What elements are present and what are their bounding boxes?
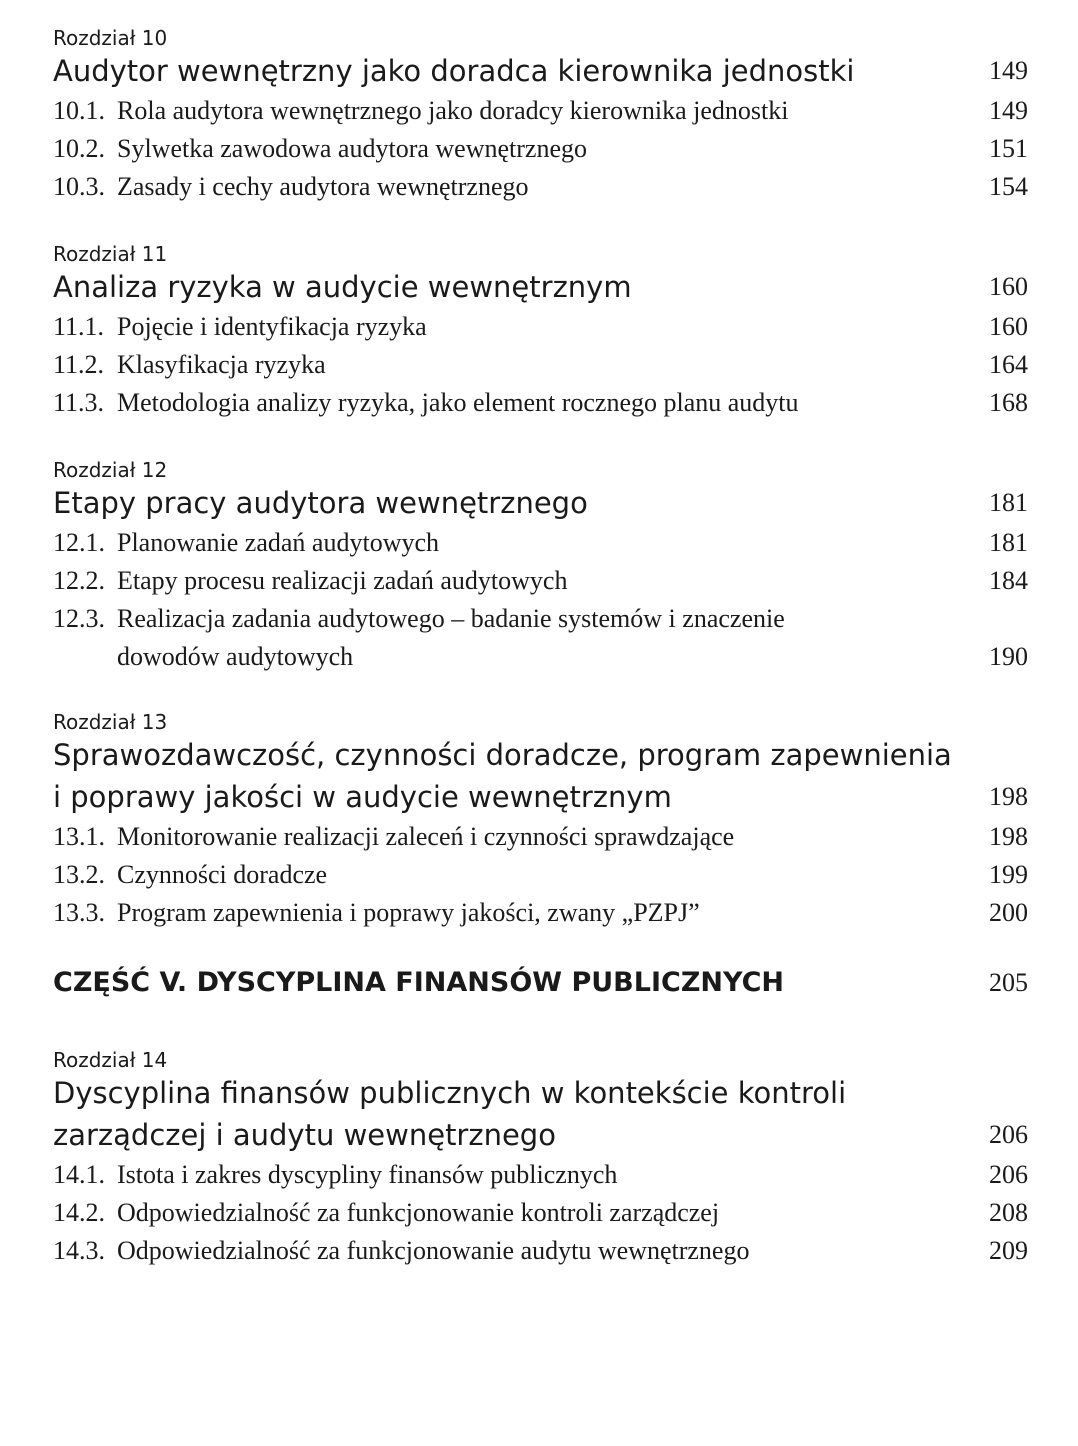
section-title-line2-row [117, 638, 1028, 676]
section-page: 198 [989, 822, 1028, 851]
section-page: 160 [989, 312, 1028, 341]
section-number: 13.2. [53, 860, 105, 889]
section-page: 168 [989, 388, 1028, 417]
section-number: 11.2. [53, 350, 105, 379]
section-title: Monitorowanie realizacji zaleceń i czynności sprawdzające [117, 822, 735, 851]
section-entry [53, 600, 1028, 676]
chapter-title [53, 266, 1028, 308]
chapter-title-text: Audytor wewnętrzny jako doradca kierownika jednostki [53, 54, 855, 88]
section-number: 11.3. [53, 388, 105, 417]
section-number: 14.2. [53, 1198, 105, 1227]
section-page: 184 [989, 566, 1028, 595]
chapter-label: Rozdział 13 [53, 710, 168, 734]
chapter-title-line2: zarządczej i audytu wewnętrznego [53, 1118, 556, 1152]
section-title: Rola audytora wewnętrznego jako doradcy kierownika jednostki [117, 96, 789, 125]
section-page: 154 [989, 172, 1028, 201]
chapter-title-line2: i poprawy jakości w audycie wewnętrznym [53, 780, 672, 814]
section-title: Istota i zakres dyscypliny finansów publicznych [117, 1160, 618, 1189]
section-entry [53, 308, 1028, 346]
section-page: 164 [989, 350, 1028, 379]
section-entry [53, 130, 1028, 168]
section-number: 13.1. [53, 822, 105, 851]
section-entry [53, 168, 1028, 206]
section-number: 12.1. [53, 528, 105, 557]
section-page: 200 [989, 898, 1028, 927]
section-number: 14.1. [53, 1160, 105, 1189]
chapter-13 [53, 706, 1028, 932]
section-number: 12.3. [53, 604, 105, 633]
chapter-title-line1: Sprawozdawczość, czynności doradcze, program zapewnienia [53, 738, 952, 772]
part-page: 205 [989, 968, 1028, 997]
section-entry [53, 384, 1028, 422]
part-title: CZĘŚĆ V. DYSCYPLINA FINANSÓW PUBLICZNYCH [53, 967, 785, 998]
chapter-title-text: Analiza ryzyka w audycie wewnętrznym [53, 270, 632, 304]
section-title: Zasady i cechy audytora wewnętrznego [117, 172, 529, 201]
chapter-page: 149 [989, 56, 1028, 85]
section-title: Pojęcie i identyfikacja ryzyka [117, 312, 427, 341]
section-entry [53, 1194, 1028, 1232]
section-number: 12.2. [53, 566, 105, 595]
chapter-label: Rozdział 10 [53, 26, 168, 50]
chapter-page: 206 [989, 1120, 1028, 1149]
section-title: Metodologia analizy ryzyka, jako element rocznego planu audytu [117, 388, 799, 417]
section-title: Planowanie zadań audytowych [117, 528, 440, 557]
chapter-14 [53, 1044, 1028, 1270]
section-number: 14.3. [53, 1236, 105, 1265]
section-entry [53, 92, 1028, 130]
section-number: 11.1. [53, 312, 105, 341]
chapter-title [53, 1114, 1028, 1156]
section-entry [53, 818, 1028, 856]
section-entry [53, 1232, 1028, 1270]
section-entry [53, 524, 1028, 562]
section-entry [53, 894, 1028, 932]
section-title: Sylwetka zawodowa audytora wewnętrznego [117, 134, 587, 163]
section-title: Program zapewnienia i poprawy jakości, zwany „PZPJ” [117, 898, 700, 927]
chapter-page: 198 [989, 782, 1028, 811]
chapter-12 [53, 454, 1028, 676]
section-page: 149 [989, 96, 1028, 125]
part-heading [53, 962, 1028, 1004]
section-page: 199 [989, 860, 1028, 889]
section-title-line1: Realizacja zadania audytowego – badanie systemów i znaczenie [117, 604, 785, 633]
chapter-label: Rozdział 14 [53, 1048, 168, 1072]
section-entry [53, 346, 1028, 384]
chapter-label: Rozdział 12 [53, 458, 168, 482]
section-entry [53, 1156, 1028, 1194]
section-number: 13.3. [53, 898, 105, 927]
chapter-title-line1: Dyscyplina finansów publicznych w kontekście kontroli [53, 1076, 847, 1110]
table-of-contents [53, 22, 1028, 1302]
section-title: Odpowiedzialność za funkcjonowanie kontroli zarządczej [117, 1198, 720, 1227]
section-page: 206 [989, 1160, 1028, 1189]
section-number: 10.2. [53, 134, 105, 163]
section-title: Klasyfikacja ryzyka [117, 350, 326, 379]
chapter-title [53, 776, 1028, 818]
chapter-page: 181 [989, 488, 1028, 517]
chapter-page: 160 [989, 272, 1028, 301]
chapter-title-text: Etapy pracy audytora wewnętrznego [53, 486, 588, 520]
chapter-11 [53, 238, 1028, 422]
section-title-block [117, 600, 1028, 676]
section-page: 190 [989, 642, 1028, 671]
section-number: 10.3. [53, 172, 105, 201]
section-page: 181 [989, 528, 1028, 557]
section-title: Czynności doradcze [117, 860, 328, 889]
chapter-title [53, 50, 1028, 92]
section-entry [53, 562, 1028, 600]
section-page: 151 [989, 134, 1028, 163]
section-page: 209 [989, 1236, 1028, 1265]
section-title: Odpowiedzialność za funkcjonowanie audytu wewnętrznego [117, 1236, 750, 1265]
chapter-title [53, 482, 1028, 524]
chapter-label: Rozdział 11 [53, 242, 168, 266]
section-entry [53, 856, 1028, 894]
section-page: 208 [989, 1198, 1028, 1227]
chapter-10 [53, 22, 1028, 206]
section-title-line2: dowodów audytowych [117, 642, 354, 671]
section-title: Etapy procesu realizacji zadań audytowych [117, 566, 568, 595]
section-number: 10.1. [53, 96, 105, 125]
